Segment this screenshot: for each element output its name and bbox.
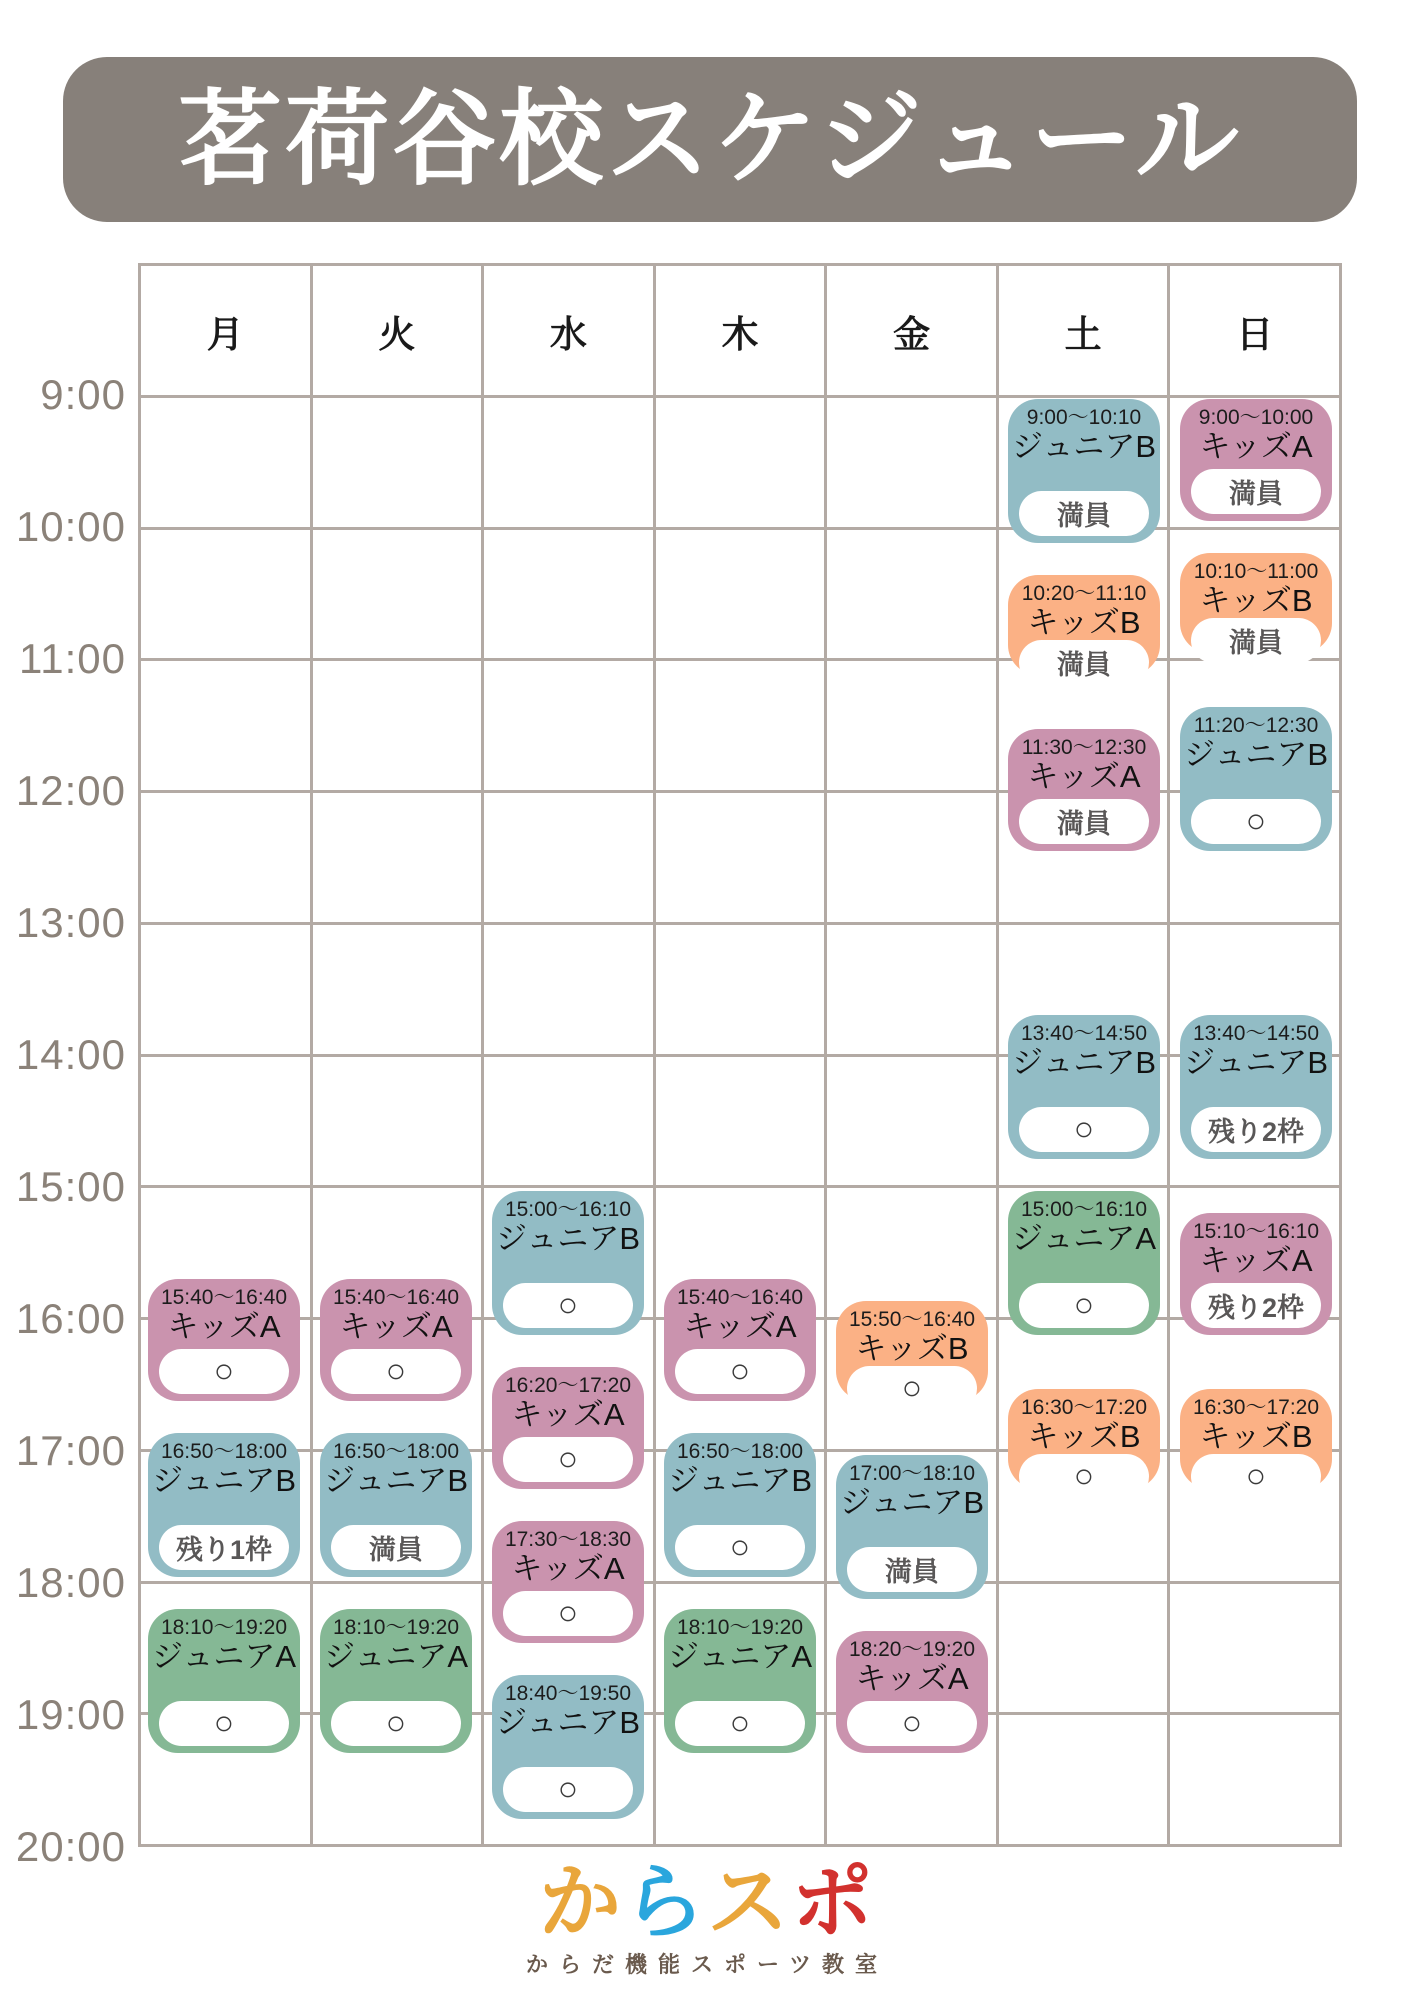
status-pill	[159, 1701, 289, 1746]
status-pill	[1191, 1283, 1321, 1328]
status-pill	[1019, 640, 1149, 685]
time-label: 16:00	[15, 1295, 126, 1342]
status-text: ○	[557, 1770, 579, 1808]
class-name: キッズB	[1199, 583, 1313, 618]
status-pill	[1191, 618, 1321, 663]
class-card	[1180, 1213, 1332, 1335]
class-name: ジュニアB	[495, 1221, 641, 1256]
status-text: 満員	[369, 1535, 423, 1565]
status-text: ○	[729, 1704, 751, 1742]
time-label: 9:00	[40, 371, 126, 418]
status-text: ○	[213, 1352, 235, 1390]
class-card	[664, 1433, 816, 1577]
class-name: キッズB	[1027, 605, 1141, 640]
class-card	[1180, 1389, 1332, 1495]
class-time: 18:40〜19:50	[504, 1682, 632, 1705]
status-pill	[1191, 799, 1321, 844]
class-time: 11:30〜12:30	[1021, 736, 1147, 759]
class-time: 13:40〜14:50	[1192, 1022, 1320, 1045]
class-name: キッズB	[855, 1331, 969, 1366]
day-header-5: 金	[827, 266, 999, 398]
status-text: ○	[729, 1352, 751, 1390]
class-card	[1008, 1191, 1160, 1335]
class-card	[1008, 1389, 1160, 1495]
status-text: ○	[213, 1704, 235, 1742]
class-time: 15:40〜16:40	[160, 1286, 288, 1309]
class-card	[664, 1609, 816, 1753]
logo-tagline: からだ機能スポーツ教室	[525, 1952, 889, 1977]
class-name: ジュニアB	[1183, 1045, 1329, 1080]
class-name: ジュニアA	[1011, 1221, 1157, 1256]
class-card	[1180, 553, 1332, 658]
status-text: ○	[901, 1368, 923, 1407]
class-name: ジュニアB	[1011, 429, 1157, 464]
time-label: 14:00	[15, 1031, 126, 1078]
status-text: ○	[729, 1528, 751, 1566]
status-pill	[847, 1366, 977, 1411]
class-name: キッズB	[1027, 1419, 1141, 1454]
class-card	[1180, 399, 1332, 521]
class-time: 11:20〜12:30	[1193, 714, 1319, 737]
status-pill	[675, 1701, 805, 1746]
status-text: 満員	[1229, 627, 1283, 658]
time-label: 20:00	[15, 1823, 126, 1870]
class-time: 18:10〜19:20	[160, 1616, 288, 1639]
status-text: ○	[385, 1704, 407, 1742]
class-name: キッズA	[511, 1397, 625, 1432]
status-pill	[847, 1547, 977, 1592]
class-name: キッズA	[339, 1309, 453, 1344]
class-card	[320, 1279, 472, 1401]
class-card	[836, 1631, 988, 1753]
class-time: 15:40〜16:40	[332, 1286, 460, 1309]
status-text: ○	[1073, 1456, 1095, 1495]
class-card	[492, 1367, 644, 1489]
time-label: 13:00	[15, 899, 126, 946]
class-card	[148, 1433, 300, 1577]
class-card	[1008, 1015, 1160, 1159]
class-card	[148, 1279, 300, 1401]
status-text: ○	[557, 1594, 579, 1632]
status-pill	[159, 1525, 289, 1570]
status-pill	[503, 1767, 633, 1812]
class-time: 16:50〜18:00	[676, 1440, 804, 1463]
status-text: 満員	[1057, 649, 1111, 680]
status-pill	[331, 1525, 461, 1570]
time-label: 10:00	[15, 503, 126, 550]
class-card	[148, 1609, 300, 1753]
class-name: ジュニアA	[323, 1639, 469, 1674]
class-time: 16:20〜17:20	[504, 1374, 632, 1397]
class-card	[492, 1191, 644, 1335]
class-card	[492, 1675, 644, 1819]
day-header-4: 木	[656, 266, 828, 398]
status-pill	[1019, 1454, 1149, 1499]
class-time: 16:50〜18:00	[160, 1440, 288, 1463]
status-text: 満員	[1057, 809, 1111, 839]
time-label: 17:00	[15, 1427, 126, 1474]
time-label: 11:00	[19, 635, 126, 682]
logo-char: ス	[707, 1857, 792, 1948]
class-name: キッズA	[511, 1551, 625, 1586]
class-card	[1180, 707, 1332, 851]
status-pill	[1019, 491, 1149, 536]
class-card	[836, 1455, 988, 1599]
class-time: 16:30〜17:20	[1192, 1396, 1320, 1419]
class-time: 15:00〜16:10	[1020, 1198, 1148, 1221]
class-name: キッズA	[167, 1309, 281, 1344]
title-banner	[63, 57, 1357, 222]
status-pill	[1019, 799, 1149, 844]
status-pill	[331, 1349, 461, 1394]
status-pill	[159, 1349, 289, 1394]
status-text: ○	[557, 1286, 579, 1324]
class-time: 16:50〜18:00	[332, 1440, 460, 1463]
time-label: 12:00	[15, 767, 126, 814]
class-card	[1008, 729, 1160, 851]
day-header-7: 日	[1170, 266, 1342, 398]
logo-char: ら	[622, 1857, 707, 1948]
class-time: 9:00〜10:00	[1198, 406, 1314, 429]
status-text: ○	[901, 1704, 923, 1742]
status-pill	[503, 1437, 633, 1482]
time-label: 19:00	[15, 1691, 126, 1738]
class-card	[320, 1433, 472, 1577]
class-time: 15:00〜16:10	[504, 1198, 632, 1221]
class-card	[320, 1609, 472, 1753]
status-pill	[503, 1591, 633, 1636]
status-text: ○	[1245, 802, 1267, 840]
class-card	[492, 1521, 644, 1643]
class-name: ジュニアB	[839, 1485, 985, 1520]
class-time: 15:10〜16:10	[1192, 1220, 1320, 1243]
status-pill	[1191, 1454, 1321, 1499]
status-text: ○	[1245, 1456, 1267, 1495]
day-header-1: 月	[141, 266, 313, 398]
status-pill	[331, 1701, 461, 1746]
status-text: ○	[1073, 1286, 1095, 1324]
status-text: 残り2枠	[1207, 1117, 1305, 1147]
class-time: 9:00〜10:10	[1026, 406, 1142, 429]
logo-char: ポ	[791, 1857, 876, 1948]
class-name: ジュニアB	[323, 1463, 469, 1498]
status-text: 満員	[885, 1557, 939, 1587]
class-time: 15:50〜16:40	[848, 1308, 976, 1331]
class-name: ジュニアB	[1011, 1045, 1157, 1080]
class-name: ジュニアA	[667, 1639, 813, 1674]
status-text: ○	[385, 1352, 407, 1390]
class-card	[836, 1301, 988, 1407]
status-pill	[1019, 1107, 1149, 1152]
status-pill	[675, 1525, 805, 1570]
class-name: ジュニアB	[151, 1463, 297, 1498]
status-pill	[847, 1701, 977, 1746]
class-name: キッズA	[683, 1309, 797, 1344]
class-name: キッズB	[1199, 1419, 1313, 1454]
class-name: キッズA	[1199, 1243, 1313, 1278]
class-card	[1008, 399, 1160, 543]
class-time: 18:10〜19:20	[676, 1616, 804, 1639]
logo-char: か	[538, 1857, 623, 1948]
day-header-3: 水	[484, 266, 656, 398]
class-name: ジュニアA	[151, 1639, 297, 1674]
class-name: ジュニアB	[495, 1705, 641, 1740]
class-name: キッズA	[1199, 429, 1313, 464]
status-text: 残り2枠	[1207, 1293, 1305, 1323]
class-time: 18:10〜19:20	[332, 1616, 460, 1639]
status-text: ○	[557, 1440, 579, 1478]
class-name: キッズA	[855, 1661, 969, 1696]
day-header-6: 土	[999, 266, 1171, 398]
time-label: 15:00	[15, 1163, 126, 1210]
class-name: ジュニアB	[667, 1463, 813, 1498]
class-time: 18:20〜19:20	[848, 1638, 976, 1661]
footer-logo	[0, 1857, 1414, 1977]
class-time: 10:20〜11:10	[1021, 582, 1147, 605]
class-time: 15:40〜16:40	[676, 1286, 804, 1309]
logo-wordmark	[0, 1857, 1414, 1948]
class-card	[1008, 575, 1160, 680]
status-pill	[1191, 1107, 1321, 1152]
status-text: 満員	[1057, 501, 1111, 531]
class-time: 17:30〜18:30	[504, 1528, 632, 1551]
class-name: ジュニアB	[1183, 737, 1329, 772]
status-text: 満員	[1229, 479, 1283, 509]
status-text: 残り1枠	[175, 1535, 273, 1565]
class-time: 13:40〜14:50	[1020, 1022, 1148, 1045]
class-card	[664, 1279, 816, 1401]
status-text: ○	[1073, 1110, 1095, 1148]
status-pill	[1019, 1283, 1149, 1328]
status-pill	[503, 1283, 633, 1328]
page-title: 茗荷谷校スケジュール	[178, 81, 1242, 198]
time-label: 18:00	[15, 1559, 126, 1606]
class-time: 17:00〜18:10	[848, 1462, 976, 1485]
class-name: キッズA	[1027, 759, 1141, 794]
class-cards-layer	[138, 395, 1342, 1847]
class-time: 10:10〜11:00	[1193, 560, 1319, 583]
class-card	[1180, 1015, 1332, 1159]
status-pill	[675, 1349, 805, 1394]
status-pill	[1191, 469, 1321, 514]
class-time: 16:30〜17:20	[1020, 1396, 1148, 1419]
day-header-2: 火	[313, 266, 485, 398]
